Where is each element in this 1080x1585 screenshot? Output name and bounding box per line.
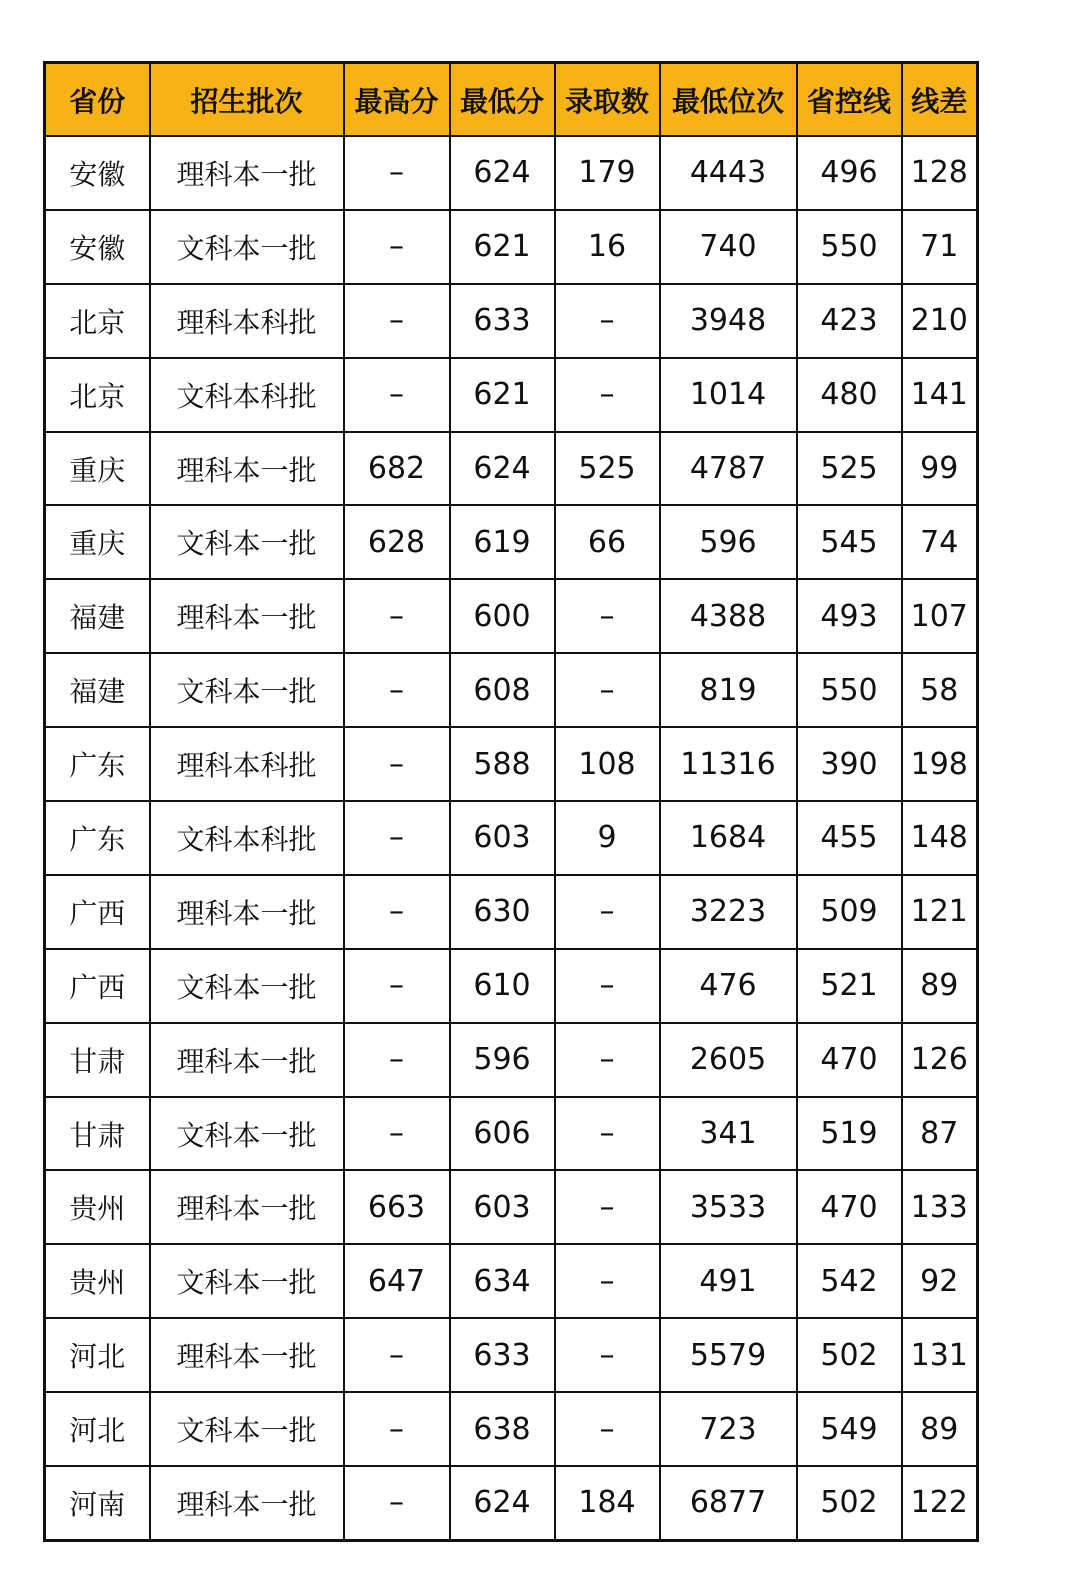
admitted-count-cell: – (555, 1023, 660, 1097)
min-rank-cell: 3948 (660, 284, 797, 358)
min-rank-cell: 723 (660, 1392, 797, 1466)
min-score-cell: 603 (450, 801, 555, 875)
batch-cell: 理科本科批 (150, 284, 344, 358)
min-score-cell: 630 (450, 875, 555, 949)
admitted-count-cell: 184 (555, 1466, 660, 1540)
line-diff-cell: 198 (902, 727, 978, 801)
line-diff-cell: 99 (902, 432, 978, 506)
max-score-cell: 663 (344, 1170, 450, 1244)
min-rank-cell: 819 (660, 653, 797, 727)
max-score-cell: – (344, 1466, 450, 1540)
admitted-count-cell: – (555, 949, 660, 1023)
max-score-cell: – (344, 949, 450, 1023)
header-max-score: 最高分 (344, 63, 450, 137)
line-diff-cell: 126 (902, 1023, 978, 1097)
table-row (45, 949, 978, 1023)
min-score-cell: 588 (450, 727, 555, 801)
control-line-cell: 549 (797, 1392, 902, 1466)
max-score-cell: – (344, 1097, 450, 1171)
min-score-cell: 606 (450, 1097, 555, 1171)
min-rank-cell: 491 (660, 1244, 797, 1318)
table-row (45, 727, 978, 801)
table-row (45, 653, 978, 727)
line-diff-cell: 121 (902, 875, 978, 949)
admitted-count-cell: – (555, 875, 660, 949)
province-cell: 甘肃 (45, 1097, 150, 1171)
min-score-cell: 608 (450, 653, 555, 727)
min-score-cell: 633 (450, 284, 555, 358)
batch-cell: 理科本一批 (150, 1466, 344, 1540)
control-line-cell: 502 (797, 1318, 902, 1392)
batch-cell: 文科本一批 (150, 1097, 344, 1171)
table-row (45, 1466, 978, 1540)
batch-cell: 文科本科批 (150, 358, 344, 432)
line-diff-cell: 107 (902, 579, 978, 653)
table-row (45, 801, 978, 875)
province-cell: 安徽 (45, 136, 150, 210)
control-line-cell: 542 (797, 1244, 902, 1318)
control-line-cell: 390 (797, 727, 902, 801)
province-cell: 贵州 (45, 1244, 150, 1318)
min-score-cell: 621 (450, 210, 555, 284)
table-row (45, 875, 978, 949)
min-score-cell: 633 (450, 1318, 555, 1392)
header-min-rank: 最低位次 (660, 63, 797, 137)
min-rank-cell: 3223 (660, 875, 797, 949)
admitted-count-cell: – (555, 358, 660, 432)
max-score-cell: 682 (344, 432, 450, 506)
max-score-cell: – (344, 579, 450, 653)
min-score-cell: 619 (450, 505, 555, 579)
header-row (45, 63, 978, 137)
line-diff-cell: 89 (902, 1392, 978, 1466)
batch-cell: 理科本科批 (150, 727, 344, 801)
max-score-cell: – (344, 653, 450, 727)
max-score-cell: – (344, 1318, 450, 1392)
batch-cell: 理科本一批 (150, 1318, 344, 1392)
max-score-cell: – (344, 358, 450, 432)
line-diff-cell: 133 (902, 1170, 978, 1244)
table-row (45, 1170, 978, 1244)
table-row (45, 1318, 978, 1392)
line-diff-cell: 131 (902, 1318, 978, 1392)
min-rank-cell: 341 (660, 1097, 797, 1171)
line-diff-cell: 128 (902, 136, 978, 210)
max-score-cell: – (344, 284, 450, 358)
table-row (45, 136, 978, 210)
province-cell: 福建 (45, 653, 150, 727)
batch-cell: 理科本一批 (150, 136, 344, 210)
admitted-count-cell: – (555, 579, 660, 653)
batch-cell: 文科本一批 (150, 653, 344, 727)
table-row (45, 210, 978, 284)
min-score-cell: 624 (450, 432, 555, 506)
province-cell: 福建 (45, 579, 150, 653)
batch-cell: 文科本科批 (150, 801, 344, 875)
min-rank-cell: 11316 (660, 727, 797, 801)
max-score-cell: – (344, 136, 450, 210)
table-row (45, 1244, 978, 1318)
province-cell: 广东 (45, 801, 150, 875)
admitted-count-cell: – (555, 1244, 660, 1318)
control-line-cell: 470 (797, 1023, 902, 1097)
max-score-cell: – (344, 727, 450, 801)
batch-cell: 理科本一批 (150, 1023, 344, 1097)
admitted-count-cell: 16 (555, 210, 660, 284)
table-row (45, 1097, 978, 1171)
min-rank-cell: 476 (660, 949, 797, 1023)
line-diff-cell: 89 (902, 949, 978, 1023)
line-diff-cell: 148 (902, 801, 978, 875)
admitted-count-cell: 525 (555, 432, 660, 506)
min-rank-cell: 5579 (660, 1318, 797, 1392)
batch-cell: 文科本一批 (150, 210, 344, 284)
header-line-diff: 线差 (902, 63, 978, 137)
max-score-cell: 647 (344, 1244, 450, 1318)
control-line-cell: 480 (797, 358, 902, 432)
control-line-cell: 521 (797, 949, 902, 1023)
province-cell: 甘肃 (45, 1023, 150, 1097)
max-score-cell: – (344, 801, 450, 875)
max-score-cell: – (344, 875, 450, 949)
min-rank-cell: 3533 (660, 1170, 797, 1244)
min-score-cell: 624 (450, 136, 555, 210)
line-diff-cell: 58 (902, 653, 978, 727)
min-rank-cell: 4787 (660, 432, 797, 506)
admitted-count-cell: – (555, 284, 660, 358)
province-cell: 重庆 (45, 505, 150, 579)
min-rank-cell: 2605 (660, 1023, 797, 1097)
min-rank-cell: 1684 (660, 801, 797, 875)
max-score-cell: 628 (344, 505, 450, 579)
province-cell: 重庆 (45, 432, 150, 506)
table-row (45, 1023, 978, 1097)
batch-cell: 文科本一批 (150, 949, 344, 1023)
province-cell: 安徽 (45, 210, 150, 284)
header-batch: 招生批次 (150, 63, 344, 137)
control-line-cell: 525 (797, 432, 902, 506)
header-min-score: 最低分 (450, 63, 555, 137)
line-diff-cell: 122 (902, 1466, 978, 1540)
province-cell: 广西 (45, 949, 150, 1023)
province-cell: 河北 (45, 1318, 150, 1392)
batch-cell: 理科本一批 (150, 1170, 344, 1244)
control-line-cell: 519 (797, 1097, 902, 1171)
control-line-cell: 550 (797, 210, 902, 284)
min-rank-cell: 1014 (660, 358, 797, 432)
batch-cell: 文科本一批 (150, 1244, 344, 1318)
min-score-cell: 634 (450, 1244, 555, 1318)
batch-cell: 文科本一批 (150, 505, 344, 579)
admitted-count-cell: – (555, 1097, 660, 1171)
max-score-cell: – (344, 210, 450, 284)
admitted-count-cell: – (555, 1392, 660, 1466)
table-body (45, 136, 978, 1540)
min-rank-cell: 596 (660, 505, 797, 579)
min-score-cell: 596 (450, 1023, 555, 1097)
min-rank-cell: 4388 (660, 579, 797, 653)
min-score-cell: 603 (450, 1170, 555, 1244)
control-line-cell: 509 (797, 875, 902, 949)
min-score-cell: 610 (450, 949, 555, 1023)
table-row (45, 284, 978, 358)
line-diff-cell: 71 (902, 210, 978, 284)
admitted-count-cell: – (555, 653, 660, 727)
batch-cell: 理科本一批 (150, 875, 344, 949)
control-line-cell: 545 (797, 505, 902, 579)
control-line-cell: 493 (797, 579, 902, 653)
line-diff-cell: 92 (902, 1244, 978, 1318)
control-line-cell: 470 (797, 1170, 902, 1244)
header-admitted-count: 录取数 (555, 63, 660, 137)
province-cell: 河北 (45, 1392, 150, 1466)
min-rank-cell: 4443 (660, 136, 797, 210)
province-cell: 贵州 (45, 1170, 150, 1244)
admitted-count-cell: – (555, 1170, 660, 1244)
control-line-cell: 550 (797, 653, 902, 727)
admitted-count-cell: 66 (555, 505, 660, 579)
header-province: 省份 (45, 63, 150, 137)
admission-score-table-wrapper (43, 61, 979, 1542)
table-row (45, 579, 978, 653)
line-diff-cell: 74 (902, 505, 978, 579)
min-rank-cell: 6877 (660, 1466, 797, 1540)
min-score-cell: 624 (450, 1466, 555, 1540)
control-line-cell: 502 (797, 1466, 902, 1540)
header-control-line: 省控线 (797, 63, 902, 137)
admission-score-table (43, 61, 979, 1542)
line-diff-cell: 141 (902, 358, 978, 432)
table-row (45, 505, 978, 579)
min-score-cell: 638 (450, 1392, 555, 1466)
province-cell: 广东 (45, 727, 150, 801)
table-row (45, 432, 978, 506)
table-row (45, 1392, 978, 1466)
batch-cell: 理科本一批 (150, 432, 344, 506)
min-score-cell: 600 (450, 579, 555, 653)
province-cell: 广西 (45, 875, 150, 949)
max-score-cell: – (344, 1392, 450, 1466)
admitted-count-cell: – (555, 1318, 660, 1392)
province-cell: 北京 (45, 358, 150, 432)
admitted-count-cell: 179 (555, 136, 660, 210)
province-cell: 河南 (45, 1466, 150, 1540)
control-line-cell: 423 (797, 284, 902, 358)
province-cell: 北京 (45, 284, 150, 358)
min-rank-cell: 740 (660, 210, 797, 284)
batch-cell: 理科本一批 (150, 579, 344, 653)
batch-cell: 文科本一批 (150, 1392, 344, 1466)
max-score-cell: – (344, 1023, 450, 1097)
admitted-count-cell: 9 (555, 801, 660, 875)
admitted-count-cell: 108 (555, 727, 660, 801)
table-row (45, 358, 978, 432)
line-diff-cell: 210 (902, 284, 978, 358)
control-line-cell: 496 (797, 136, 902, 210)
min-score-cell: 621 (450, 358, 555, 432)
control-line-cell: 455 (797, 801, 902, 875)
line-diff-cell: 87 (902, 1097, 978, 1171)
